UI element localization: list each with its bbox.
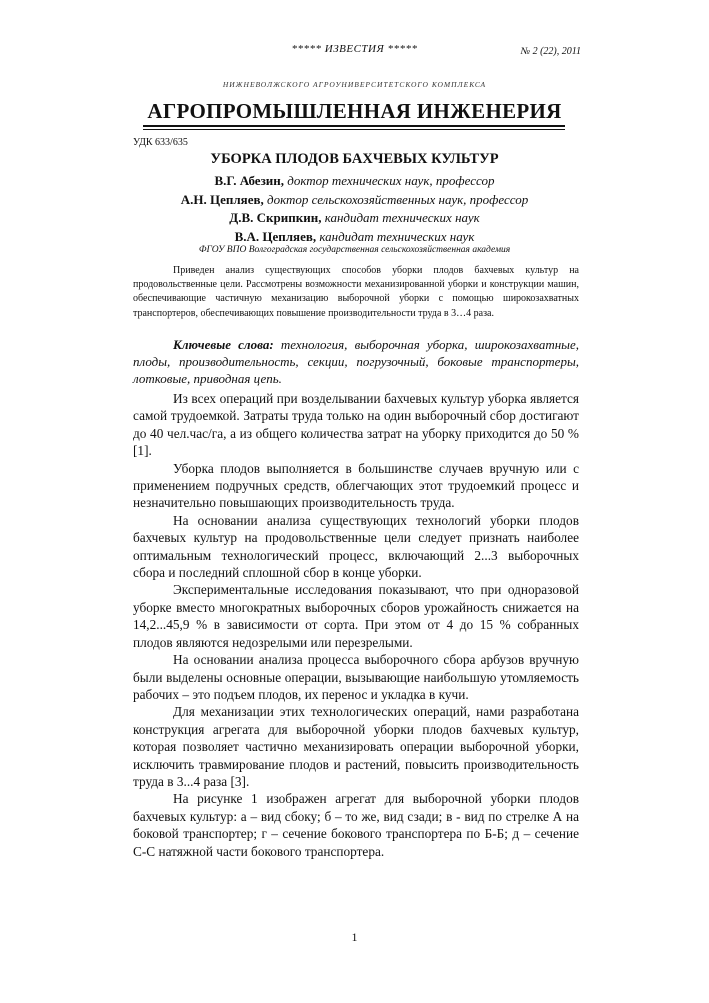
author-name: В.Г. Абезин, [214,173,285,188]
body-paragraph: Экспериментальные исследования показывают, что при одноразовой уборке вместо многократных выборочных сборов урожайность снижается на 14,2...45,9 % в зависимости от сорта. При этом от 4 до 15 % собранных плодов являются недозрелыми или перезрелыми. [133,582,579,650]
article-body [133,390,579,860]
abstract: Приведен анализ существующих способов уборки плодов бахчевых культур на продовольственные цели. Рассмотрены возможности механизированной уборки и конструкции машин, обеспечивающие частичную механизацию выборочной уборки с помощью широкозахватных транспортеров, обеспечивающих повышение производительности труда в 3…4 раза. [133,265,579,319]
author-list [0,172,709,246]
author-degree: кандидат технических наук [324,210,480,225]
udk-code: УДК 633/635 [133,137,188,148]
author-line [0,191,709,210]
body-paragraph: Уборка плодов выполняется в большинстве случаев вручную или с применением подручных средств, облегчающих этот трудоемкий процесс и незначительно повышающих производительность труда. [133,460,579,511]
title-rule-thin [143,129,565,130]
body-paragraph: Из всех операций при возделывании бахчевых культур уборка является самой трудоемкой. Затраты труда только на один выборочный сбор достигают до 40 чел.час/га, а из общего количества затрат на уборку приходится до 50 % [1]. [133,391,579,459]
author-degree: доктор технических наук, профессор [287,173,495,188]
author-degree: кандидат технических наук [319,228,475,244]
author-line [0,228,709,247]
author-degree: доктор сельскохозяйственных наук, профессор [267,191,529,207]
issue-number: № 2 (22), 2011 [520,46,581,57]
section-title: АГРОПРОМЫШЛЕННАЯ ИНЖЕНЕРИЯ [147,99,562,123]
body-paragraph: Для механизации этих технологических операций, нами разработана конструкция агрегата для выборочной уборки плодов бахчевых культур, которая позволяет частично механизировать операции выборочной уборки, исключить травмирование плодов и растений, повысить производительность труда в 3...4 раза [3]. [133,704,579,789]
journal-subtitle: НИЖНЕВОЛЖСКОГО АГРОУНИВЕРСИТЕТСКОГО КОМПЛЕКСА [222,80,487,89]
keywords-text: технология, выборочная уборка, широкозахватные, плоды, производительность, секции, погрузочный, боковые транспортеры, лотковые, приводная цепь. [133,337,579,386]
affiliation: ФГОУ ВПО Волгоградская государственная сельскохозяйственная академия [198,245,511,255]
body-paragraph: На основании анализа процесса выборочного сбора арбузов вручную были выделены основные операции, вызывающие наибольшую утомляемость рабочих – это подъем плодов, их перенос и укладка в кучи. [133,652,579,702]
author-line [0,209,709,228]
author-line [0,172,709,191]
keywords-label: Ключевые слова: [173,337,274,352]
body-paragraph: На рисунке 1 изображен агрегат для выборочной уборки плодов бахчевых культур: а – вид сбоку; б – то же, вид сзади; в - вид по стрелке А на боковой транспортер; г – сечение бокового транспортера по Б-Б; д – сечение С-С натяжной части бокового транспортера. [133,791,579,859]
author-name: А.Н. Цепляев, [180,191,264,207]
article-title: УБОРКА ПЛОДОВ БАХЧЕВЫХ КУЛЬТУР [210,151,499,167]
journal-header: ***** ИЗВЕСТИЯ ***** [291,43,418,55]
keywords [133,336,579,387]
page-number: 1 [351,930,358,944]
author-name: Д.В. Скрипкин, [229,210,322,225]
body-paragraph: На основании анализа существующих технологий уборки плодов бахчевых культур на продовольственные цели следует признать наиболее оптимальным технологический процесс, включающий 2...3 выборочных сбора и последний сплошной сбор в конце уборки. [133,512,579,581]
author-name: В.А. Цепляев, [234,228,317,244]
title-rule-thick [143,125,565,127]
